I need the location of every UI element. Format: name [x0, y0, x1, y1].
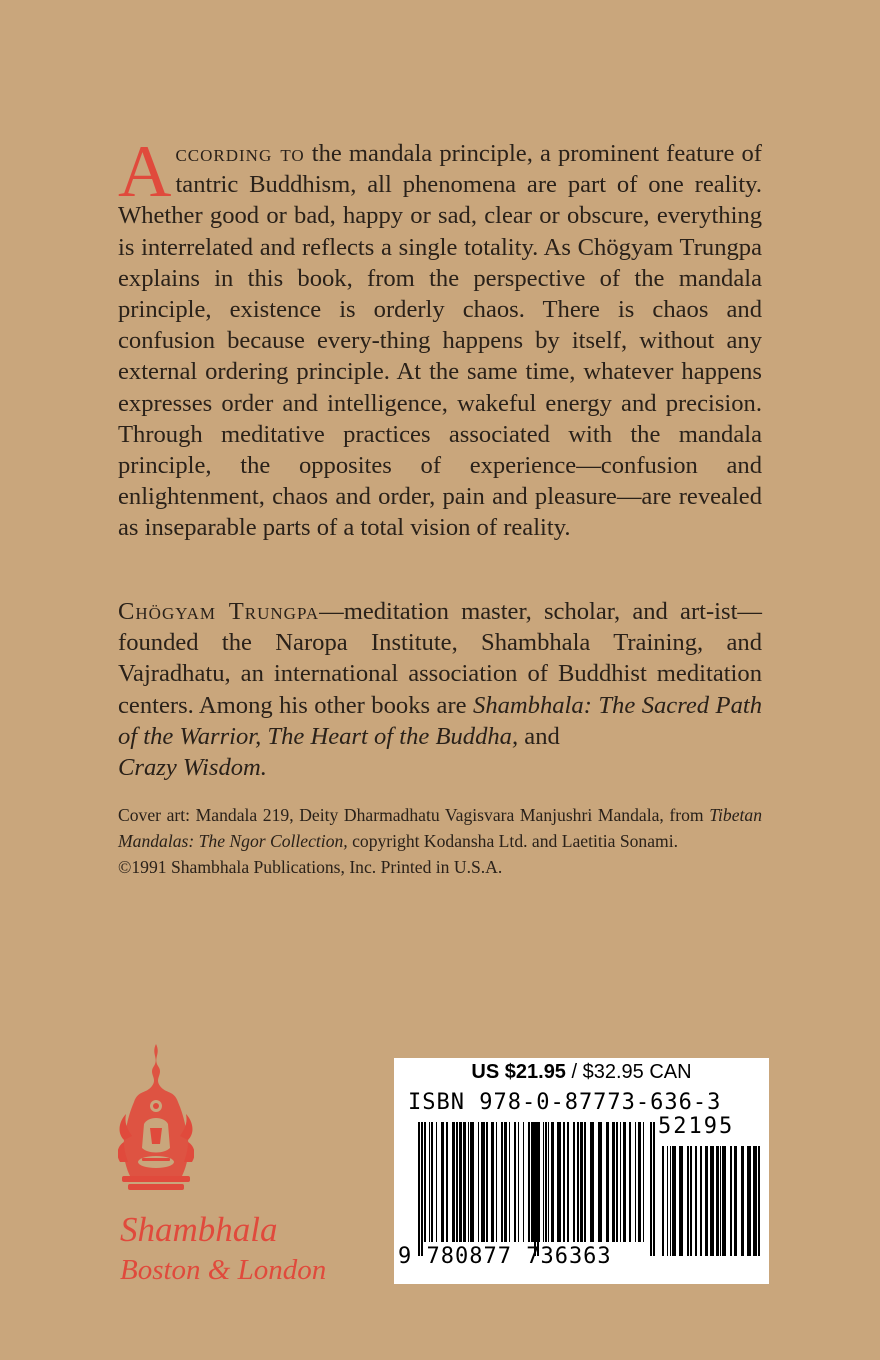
barcode-bar	[429, 1122, 430, 1242]
barcode-bar	[695, 1146, 697, 1256]
barcode-bar	[459, 1122, 462, 1242]
barcode-bar	[690, 1146, 692, 1256]
barcode-bar	[446, 1122, 448, 1242]
barcode-bar	[670, 1146, 671, 1256]
barcode-bar	[722, 1146, 726, 1256]
price-us: US $21.95	[471, 1061, 566, 1083]
barcode-bar	[679, 1146, 683, 1256]
author-bio	[118, 596, 762, 783]
price-can: $32.95 CAN	[582, 1061, 692, 1083]
barcode-bar	[501, 1122, 503, 1242]
description-paragraph	[118, 131, 762, 544]
barcode-bar	[687, 1146, 689, 1256]
barcode-bar	[716, 1146, 719, 1256]
barcode-bar	[543, 1122, 544, 1242]
barcode-bar	[514, 1122, 516, 1242]
barcode-bar	[531, 1122, 534, 1242]
cover-art-prefix: Cover art: Mandala 219, Deity Dharmadhatu Vagisvara Manjushri Mandala, from	[118, 805, 710, 825]
barcode-bar	[452, 1122, 455, 1242]
barcode-bar	[734, 1146, 737, 1256]
barcode-bar	[753, 1146, 757, 1256]
buddha-flame-icon	[118, 1044, 194, 1194]
barcode-bar	[747, 1146, 751, 1256]
barcode-bar	[700, 1146, 702, 1256]
and-text: and	[518, 722, 560, 750]
barcode-bar	[509, 1122, 510, 1242]
book-title-3: Crazy Wisdom.	[118, 754, 267, 782]
book-title-1: Shambhala: The Sacred Path of the Warrior,	[118, 691, 762, 750]
barcode-bar	[730, 1146, 732, 1256]
barcode-bar	[758, 1146, 760, 1256]
publisher-logo	[118, 1044, 368, 1194]
barcode-bar	[629, 1122, 631, 1242]
cover-art-suffix: copyright Kodansha Ltd. and Laetitia Sonami.	[347, 831, 678, 851]
barcode-bar	[496, 1122, 497, 1242]
barcode-bar	[563, 1122, 565, 1242]
copyright: ©1991 Shambhala Publications, Inc. Printed in U.S.A.	[118, 857, 503, 877]
source-title: Tibetan Mandalas: The Ngor Collection,	[118, 805, 762, 851]
barcode-bar	[705, 1146, 708, 1256]
barcode-bar	[470, 1122, 474, 1242]
lead-smallcaps: ccording to	[175, 140, 305, 167]
barcode-bar	[548, 1122, 549, 1242]
publisher-location: Boston & London	[120, 1254, 327, 1286]
author-bio-text	[118, 596, 762, 783]
barcode-bar	[672, 1146, 676, 1256]
barcode-bar	[720, 1146, 721, 1256]
barcode-bar	[486, 1122, 488, 1242]
barcode-guard-bar	[650, 1122, 652, 1256]
barcode-bar	[463, 1122, 466, 1242]
barcode-bar	[528, 1122, 530, 1242]
barcode-guard-bar	[421, 1122, 423, 1256]
barcode-bar	[635, 1122, 636, 1242]
drop-cap: A	[118, 131, 172, 213]
barcode-bar	[710, 1146, 714, 1256]
ean-digits: 9 780877 736363	[398, 1244, 612, 1269]
author-name: Chögyam Trungpa	[118, 598, 320, 625]
barcode-bar	[620, 1122, 621, 1242]
barcode-bar	[638, 1122, 641, 1242]
cover-art-credit	[118, 802, 762, 854]
barcode-bar	[598, 1122, 602, 1242]
barcode-bar	[662, 1146, 664, 1256]
barcode-bar	[424, 1122, 426, 1242]
barcode-bar	[606, 1122, 609, 1242]
barcode-bar	[580, 1122, 583, 1242]
barcode-bar	[551, 1122, 554, 1242]
barcode-bar	[616, 1122, 618, 1242]
barcode-bar	[431, 1122, 433, 1242]
barcode-bar	[523, 1122, 524, 1242]
barcode-guard-bar	[534, 1122, 536, 1256]
description-text	[118, 131, 762, 544]
description-body: the mandala principle, a prominent feature of tantric Buddhism, all phenomena are part of one reality. Whether good or bad, happy or sad, clear or obscure, everything is interrelated and reflects a single totality. As Chögyam Trungpa explains in this book, from the perspective of the mandala principle, existence is orderly chaos. There is chaos and confusion because every-thing happens by itself, without any external ordering principle. At the same time, whatever happens expresses order and intelligence, wakeful energy and precision. Through meditative practices associated with the mandala principle, the opposites of experience—confusion and enlightenment, chaos and order, pain and pleasure—are revealed as inseparable parts of a total vision of reality.	[118, 140, 762, 542]
author-bio-body: —meditation master, scholar, and art-ist—founded the Naropa Institute, Shambhala Training, and Vajradhatu, an international association of Buddhist meditation centers. Among his other books are	[118, 598, 762, 719]
barcode-label	[394, 1058, 769, 1284]
price-separator: /	[565, 1061, 583, 1083]
publisher-name: Shambhala	[120, 1210, 278, 1249]
addon-code: 52195	[658, 1114, 735, 1139]
barcode-bar	[468, 1122, 469, 1242]
barcode-bar	[436, 1122, 437, 1242]
barcode-bar	[478, 1122, 479, 1242]
barcode-bar	[557, 1122, 561, 1242]
barcode-bar	[741, 1146, 744, 1256]
barcode-guard-bar	[537, 1122, 539, 1256]
barcode-bar	[667, 1146, 668, 1256]
barcode-bar	[573, 1122, 575, 1242]
barcode-bar	[545, 1122, 547, 1242]
barcode-bar	[643, 1122, 644, 1242]
isbn-text: ISBN 978-0-87773-636-3	[408, 1090, 722, 1115]
barcode-guard-bar	[418, 1122, 420, 1256]
book-title-2: The Heart of the Buddha,	[267, 722, 519, 750]
barcode-bar	[491, 1122, 494, 1242]
barcode-bar	[577, 1122, 579, 1242]
barcode-guard-bar	[653, 1122, 655, 1256]
barcode-bar	[481, 1122, 485, 1242]
credits	[118, 802, 762, 880]
barcode-bar	[612, 1122, 615, 1242]
barcode-bar	[567, 1122, 569, 1242]
barcode-bar	[518, 1122, 519, 1242]
barcode-bar	[456, 1122, 458, 1242]
barcode-bar	[441, 1122, 444, 1242]
barcode-bar	[584, 1122, 586, 1242]
barcode-bar	[590, 1122, 594, 1242]
barcode-bar	[623, 1122, 626, 1242]
barcode-bar	[504, 1122, 507, 1242]
